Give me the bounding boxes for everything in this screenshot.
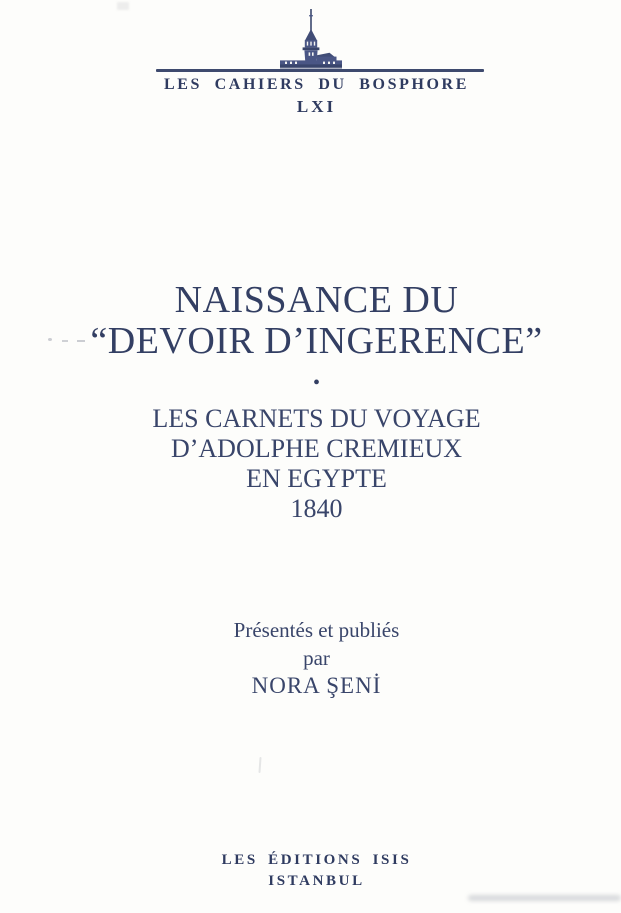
maidens-tower-icon [268,9,354,71]
series-number: LXI [296,97,337,116]
author-credit-line1: Présentés et publiés [233,618,400,642]
subtitle-year: 1840 [290,494,343,523]
scan-artifact [258,757,261,773]
subtitle [6,404,621,524]
separator-dot: • [312,372,320,394]
scan-artifact [468,895,621,901]
masthead-rule [156,69,484,72]
subtitle-line2: D’ADOLPHE CREMIEUX [170,434,463,463]
author-block [6,616,621,700]
main-title [6,280,621,362]
series-title: LES CAHIERS DU BOSPHORE [164,76,469,93]
subtitle-line1: LES CARNETS DU VOYAGE [152,404,481,433]
main-title-line1: NAISSANCE DU [174,279,459,321]
masthead [0,9,621,76]
main-title-line2: “DEVOIR D’INGERENCE” [90,320,543,362]
publisher-block [6,850,621,892]
author-credit-line2: par [303,646,330,670]
author-name: NORA ŞENİ [251,673,382,698]
publisher-name: LES ÉDITIONS ISIS [221,852,412,868]
subtitle-line3: EN EGYPTE [246,464,387,493]
publisher-city: ISTANBUL [268,873,365,889]
